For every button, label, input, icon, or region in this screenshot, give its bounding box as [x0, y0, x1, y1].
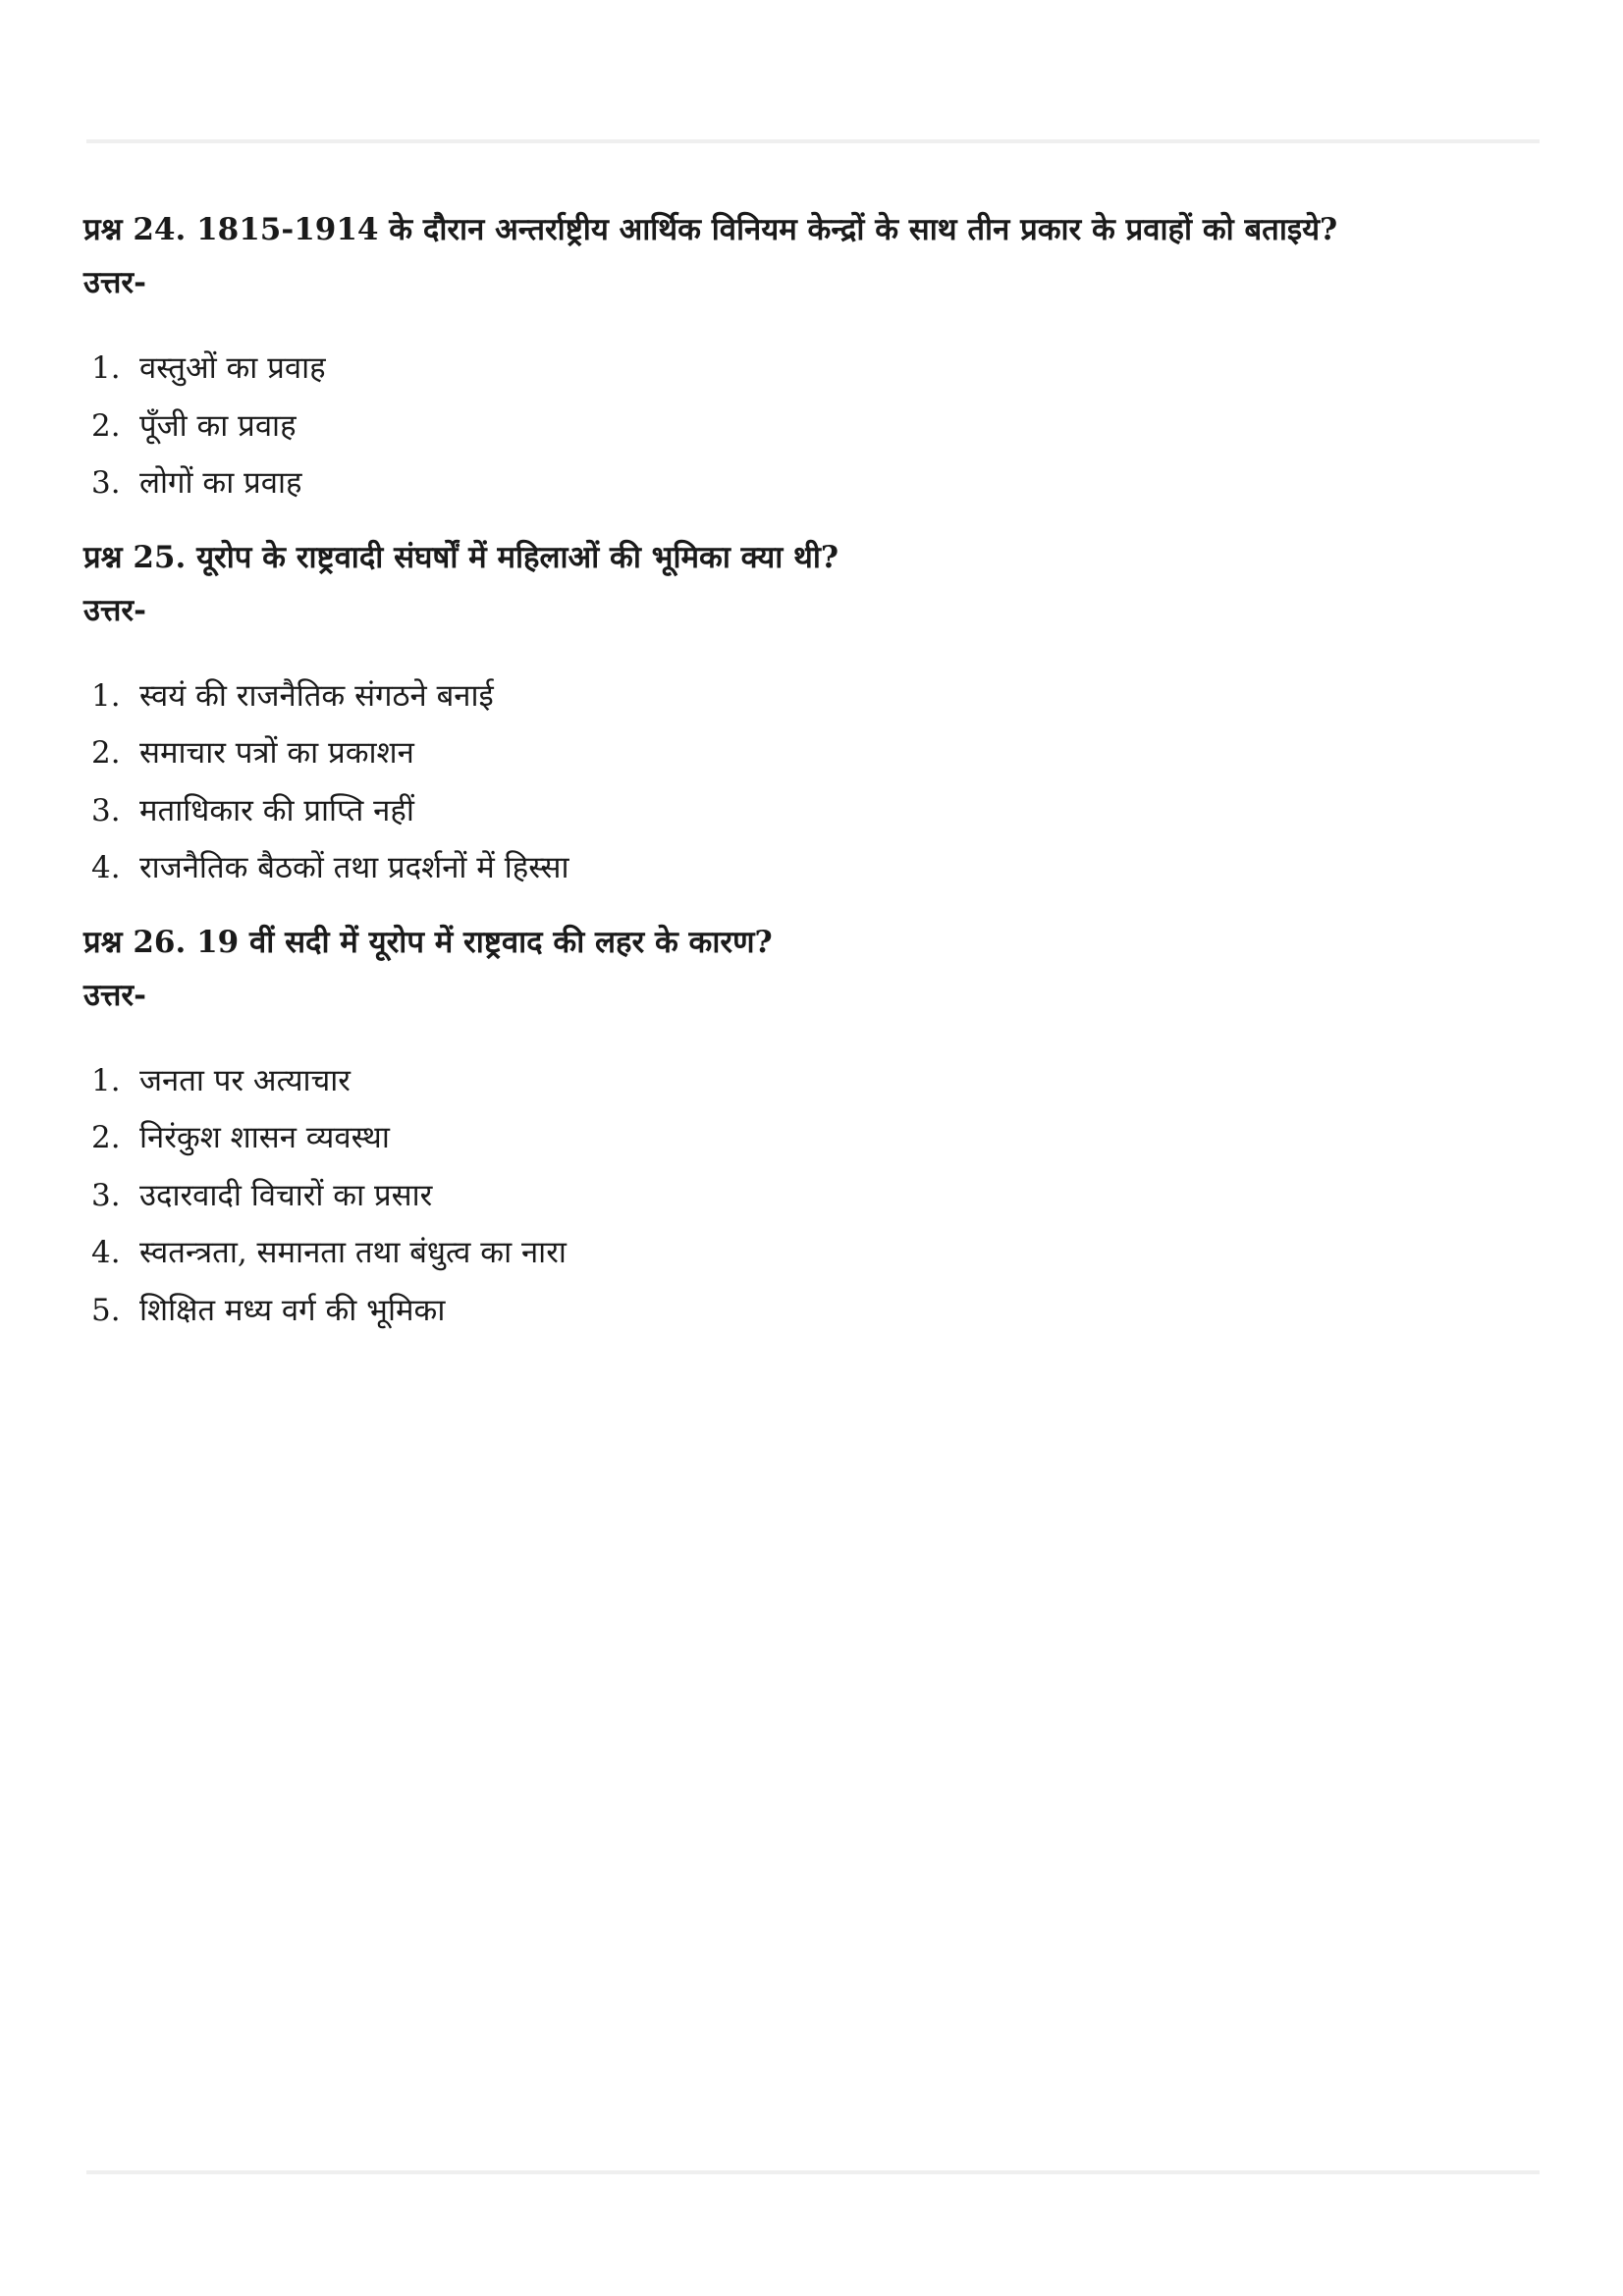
top-divider — [86, 139, 1540, 143]
item-number: 2. — [91, 735, 121, 771]
list-item — [83, 724, 1537, 782]
list-item — [83, 782, 1537, 840]
item-number: 4. — [91, 850, 121, 885]
list-item — [83, 340, 1537, 398]
item-text: मताधिकार की प्राप्ति नहीं — [139, 792, 414, 828]
item-text: निरंकुश शासन व्यवस्था — [139, 1120, 390, 1155]
item-number: 5. — [91, 1292, 121, 1328]
item-text: जनता पर अत्याचार — [139, 1062, 351, 1098]
answer-list — [83, 1052, 1537, 1340]
list-item — [83, 1167, 1537, 1225]
item-text: स्वयं की राजनैतिक संगठने बनाई — [139, 677, 494, 714]
question-block-25 — [83, 532, 1537, 897]
list-item — [83, 1282, 1537, 1340]
item-number: 3. — [91, 792, 121, 828]
item-text: राजनैतिक बैठकों तथा प्रदर्शनों में हिस्सा — [139, 850, 569, 885]
item-number: 1. — [91, 350, 121, 386]
item-number: 1. — [91, 677, 121, 714]
item-number: 3. — [91, 465, 121, 501]
item-text: शिक्षित मध्य वर्ग की भूमिका — [139, 1292, 446, 1328]
question-block-24 — [83, 204, 1537, 512]
list-item — [83, 454, 1537, 512]
answer-list — [83, 667, 1537, 897]
item-text: लोगों का प्रवाह — [139, 465, 302, 501]
answer-list — [83, 340, 1537, 512]
question-block-26 — [83, 917, 1537, 1340]
bottom-divider — [86, 2170, 1540, 2174]
list-item — [83, 839, 1537, 897]
item-number: 2. — [91, 407, 121, 444]
list-item — [83, 1052, 1537, 1110]
item-text: उदारवादी विचारों का प्रसार — [139, 1177, 433, 1213]
answer-label: उत्तर- — [83, 265, 146, 300]
list-item — [83, 1224, 1537, 1282]
item-text: वस्तुओं का प्रवाह — [139, 350, 326, 386]
list-item — [83, 1109, 1537, 1167]
item-number: 2. — [91, 1120, 121, 1155]
item-text: स्वतन्त्रता, समानता तथा बंधुत्व का नारा — [139, 1235, 567, 1270]
list-item — [83, 398, 1537, 455]
item-number: 1. — [91, 1062, 121, 1098]
question-heading: प्रश्न 24. 1815-1914 के दौरान अन्तर्राष्ट्रीय आर्थिक विनियम केन्द्रों के साथ तीन प्रकार के प्रवाहों को बताइये? — [83, 212, 1338, 247]
item-text: पूँजी का प्रवाह — [139, 407, 297, 444]
document-content — [83, 204, 1537, 1339]
list-item — [83, 667, 1537, 725]
item-number: 4. — [91, 1235, 121, 1270]
answer-label: उत्तर- — [83, 977, 146, 1013]
item-number: 3. — [91, 1177, 121, 1213]
item-text: समाचार पत्रों का प्रकाशन — [139, 735, 414, 771]
question-heading: प्रश्न 26. 19 वीं सदी में यूरोप में राष्ट्रवाद की लहर के कारण? — [83, 924, 773, 960]
answer-label: उत्तर- — [83, 592, 146, 628]
question-heading: प्रश्न 25. यूरोप के राष्ट्रवादी संघर्षों में महिलाओं की भूमिका क्या थी? — [83, 539, 839, 575]
